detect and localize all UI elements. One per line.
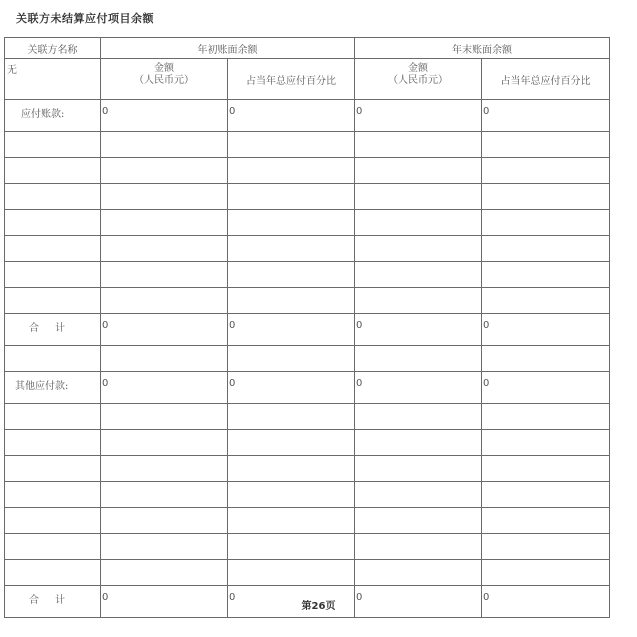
- amount-label: 金额: [154, 63, 174, 74]
- other-payables-closing-amount: 0: [355, 372, 482, 404]
- header-row-2: [5, 59, 610, 100]
- other-payables-label: 其他应付款:: [5, 372, 101, 404]
- table-row: [5, 158, 610, 184]
- amount-label: 金额: [408, 63, 428, 74]
- table-row: [5, 560, 610, 586]
- payables-opening-percent: 0: [228, 100, 355, 132]
- payables-opening-amount: 0: [101, 100, 228, 132]
- table-row: [5, 100, 610, 132]
- table-row: [5, 430, 610, 456]
- other-payables-closing-percent: 0: [482, 372, 610, 404]
- none-label: 无: [5, 59, 101, 100]
- other-payables-total-closing-amount: 0: [355, 586, 482, 618]
- header-party-name: 关联方名称: [5, 38, 101, 59]
- table-row: [5, 534, 610, 560]
- currency-label: （人民币元）: [134, 75, 194, 86]
- payables-closing-percent: 0: [482, 100, 610, 132]
- header-row-1: [5, 38, 610, 59]
- payables-total-opening-percent: 0: [228, 314, 355, 346]
- related-party-payables-table: [4, 37, 610, 618]
- table-row: [5, 346, 610, 372]
- table-row: [5, 210, 610, 236]
- document-title: 关联方未结算应付项目余额: [16, 12, 154, 25]
- page-number: 第26页: [301, 601, 336, 612]
- payables-total-row: [5, 314, 610, 346]
- header-opening-amount: [101, 59, 228, 100]
- table-row: [5, 262, 610, 288]
- other-payables-opening-amount: 0: [101, 372, 228, 404]
- payables-closing-amount: 0: [355, 100, 482, 132]
- table-row: [5, 184, 610, 210]
- table-row: [5, 236, 610, 262]
- payables-total-label: 合计: [5, 314, 101, 346]
- other-payables-total-opening-amount: 0: [101, 586, 228, 618]
- other-payables-total-opening-percent: 0: [228, 586, 355, 618]
- header-closing-percent: 占当年总应付百分比: [482, 59, 610, 100]
- table-row: [5, 508, 610, 534]
- payables-total-opening-amount: 0: [101, 314, 228, 346]
- table-row: [5, 482, 610, 508]
- table-row: [5, 288, 610, 314]
- other-payables-total-label: 合计: [5, 586, 101, 618]
- header-closing-balance: 年末账面余额: [355, 38, 610, 59]
- payables-label: 应付账款:: [5, 100, 101, 132]
- header-opening-balance: 年初账面余额: [101, 38, 355, 59]
- header-opening-percent: 占当年总应付百分比: [228, 59, 355, 100]
- header-closing-amount: [355, 59, 482, 100]
- table-row: [5, 404, 610, 430]
- other-payables-total-closing-percent: 0: [482, 586, 610, 618]
- other-payables-opening-percent: 0: [228, 372, 355, 404]
- currency-label: （人民币元）: [388, 75, 448, 86]
- table-row: [5, 456, 610, 482]
- table-row: [5, 132, 610, 158]
- payables-total-closing-percent: 0: [482, 314, 610, 346]
- payables-total-closing-amount: 0: [355, 314, 482, 346]
- table-row: [5, 372, 610, 404]
